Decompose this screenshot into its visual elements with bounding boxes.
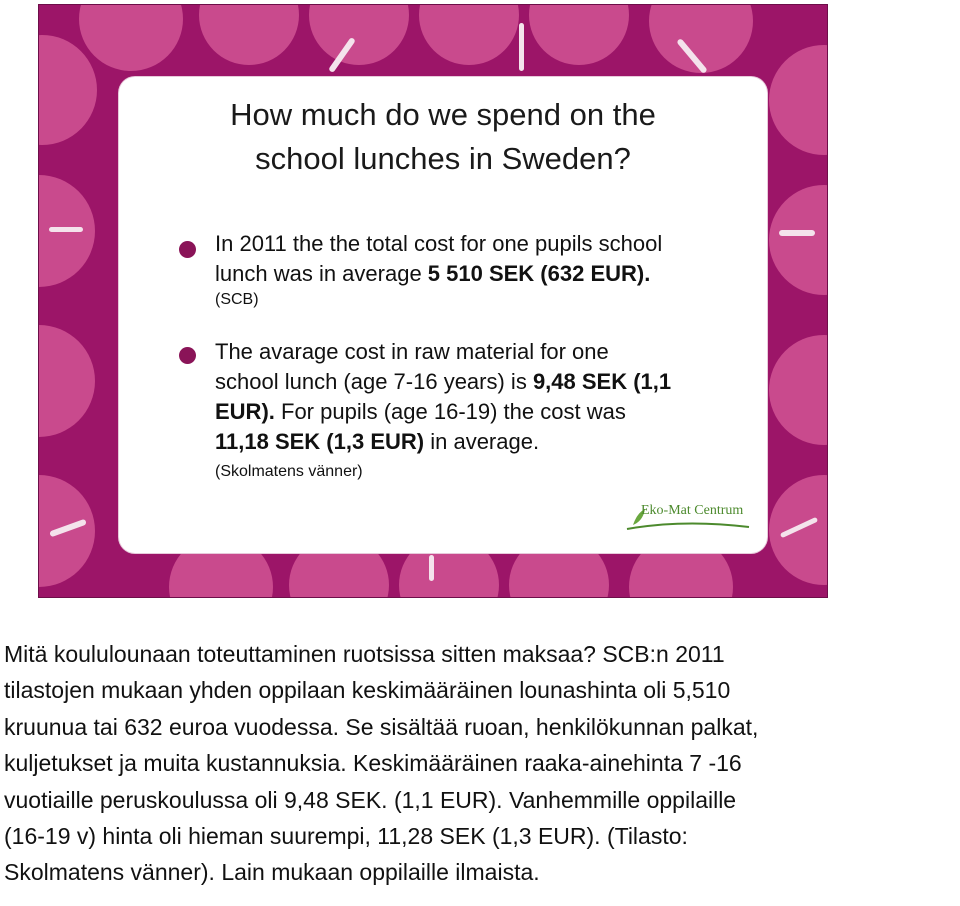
bullet-2-amount-1-cont: EUR). — [215, 399, 275, 424]
decor-circle — [769, 335, 828, 445]
caption-line: Mitä koululounaan toteuttaminen ruotsissa sitten maksaa? SCB:n 2011 — [4, 641, 725, 667]
decor-circle — [79, 4, 183, 71]
bullet-2-line-1: The avarage cost in raw material for one — [215, 339, 609, 364]
decor-circle — [529, 4, 629, 65]
bullet-1-amount: 5 510 SEK (632 EUR). — [427, 261, 651, 286]
caption-paragraph — [4, 636, 956, 891]
caption-line: Skolmatens vänner). Lain mukaan oppilaille ilmaista. — [4, 859, 540, 886]
decor-circle — [38, 325, 95, 437]
brush-icon — [779, 230, 815, 236]
caption-line: kruunua tai 632 euroa vuodessa. Se sisältää ruoan, henkilökunnan palkat, — [4, 713, 759, 740]
bullet-2-source: (Skolmatens vänner) — [215, 463, 363, 480]
decor-circle — [38, 35, 97, 145]
title-line-1: How much do we spend on the — [230, 97, 656, 132]
caption-line: kuljetukset ja muita kustannuksia. Keskimääräinen raaka-ainehinta 7 -16 — [4, 750, 742, 777]
bullet-1-source: (SCB) — [215, 291, 259, 308]
bullet-2-amount-2: 11,18 SEK (1,3 EUR) — [215, 429, 425, 454]
decor-circle — [769, 185, 828, 295]
presentation-slide — [38, 4, 828, 598]
logo-text: Eko-Mat Centrum — [641, 503, 744, 518]
decor-circle — [769, 45, 828, 155]
bullet-2-amount-1: 9,48 SEK (1,1 — [532, 369, 672, 394]
bullet-1-line-2: lunch was in average — [215, 261, 428, 286]
title-line-2: school lunches in Sweden? — [255, 141, 631, 176]
eko-mat-centrum-logo — [623, 499, 753, 539]
bullet-2-line-4: in average. — [424, 429, 540, 454]
bullet-2-line-2: school lunch (age 7-16 years) is — [215, 369, 533, 394]
caption-line: tilastojen mukaan yhden oppilaan keskimääräinen lounashinta oli 5,510 — [4, 677, 731, 704]
caption-line: vuotiaille peruskoulussa oli 9,48 SEK. (1,1 EUR). Vanhemmille oppilaille — [4, 786, 737, 813]
bullet-2-line-3: For pupils (age 16-19) the cost was — [274, 399, 626, 424]
caption-line: (16-19 v) hinta oli hieman suurempi, 11,28 SEK (1,3 EUR). (Tilasto: — [4, 823, 688, 850]
bullet-1-line-1: In 2011 the the total cost for one pupils school — [215, 231, 663, 256]
decor-circle — [309, 4, 409, 65]
whisk-icon — [519, 23, 524, 71]
bullet-1 — [215, 229, 755, 311]
fork-icon — [49, 227, 83, 232]
content-card — [119, 77, 767, 553]
bullet-dot-icon — [179, 241, 196, 258]
bullet-2 — [215, 337, 755, 483]
decor-circle — [199, 4, 299, 65]
clip-icon — [429, 555, 434, 581]
slide-title — [119, 93, 767, 181]
bullet-dot-icon — [179, 347, 196, 364]
decor-circle — [419, 4, 519, 65]
